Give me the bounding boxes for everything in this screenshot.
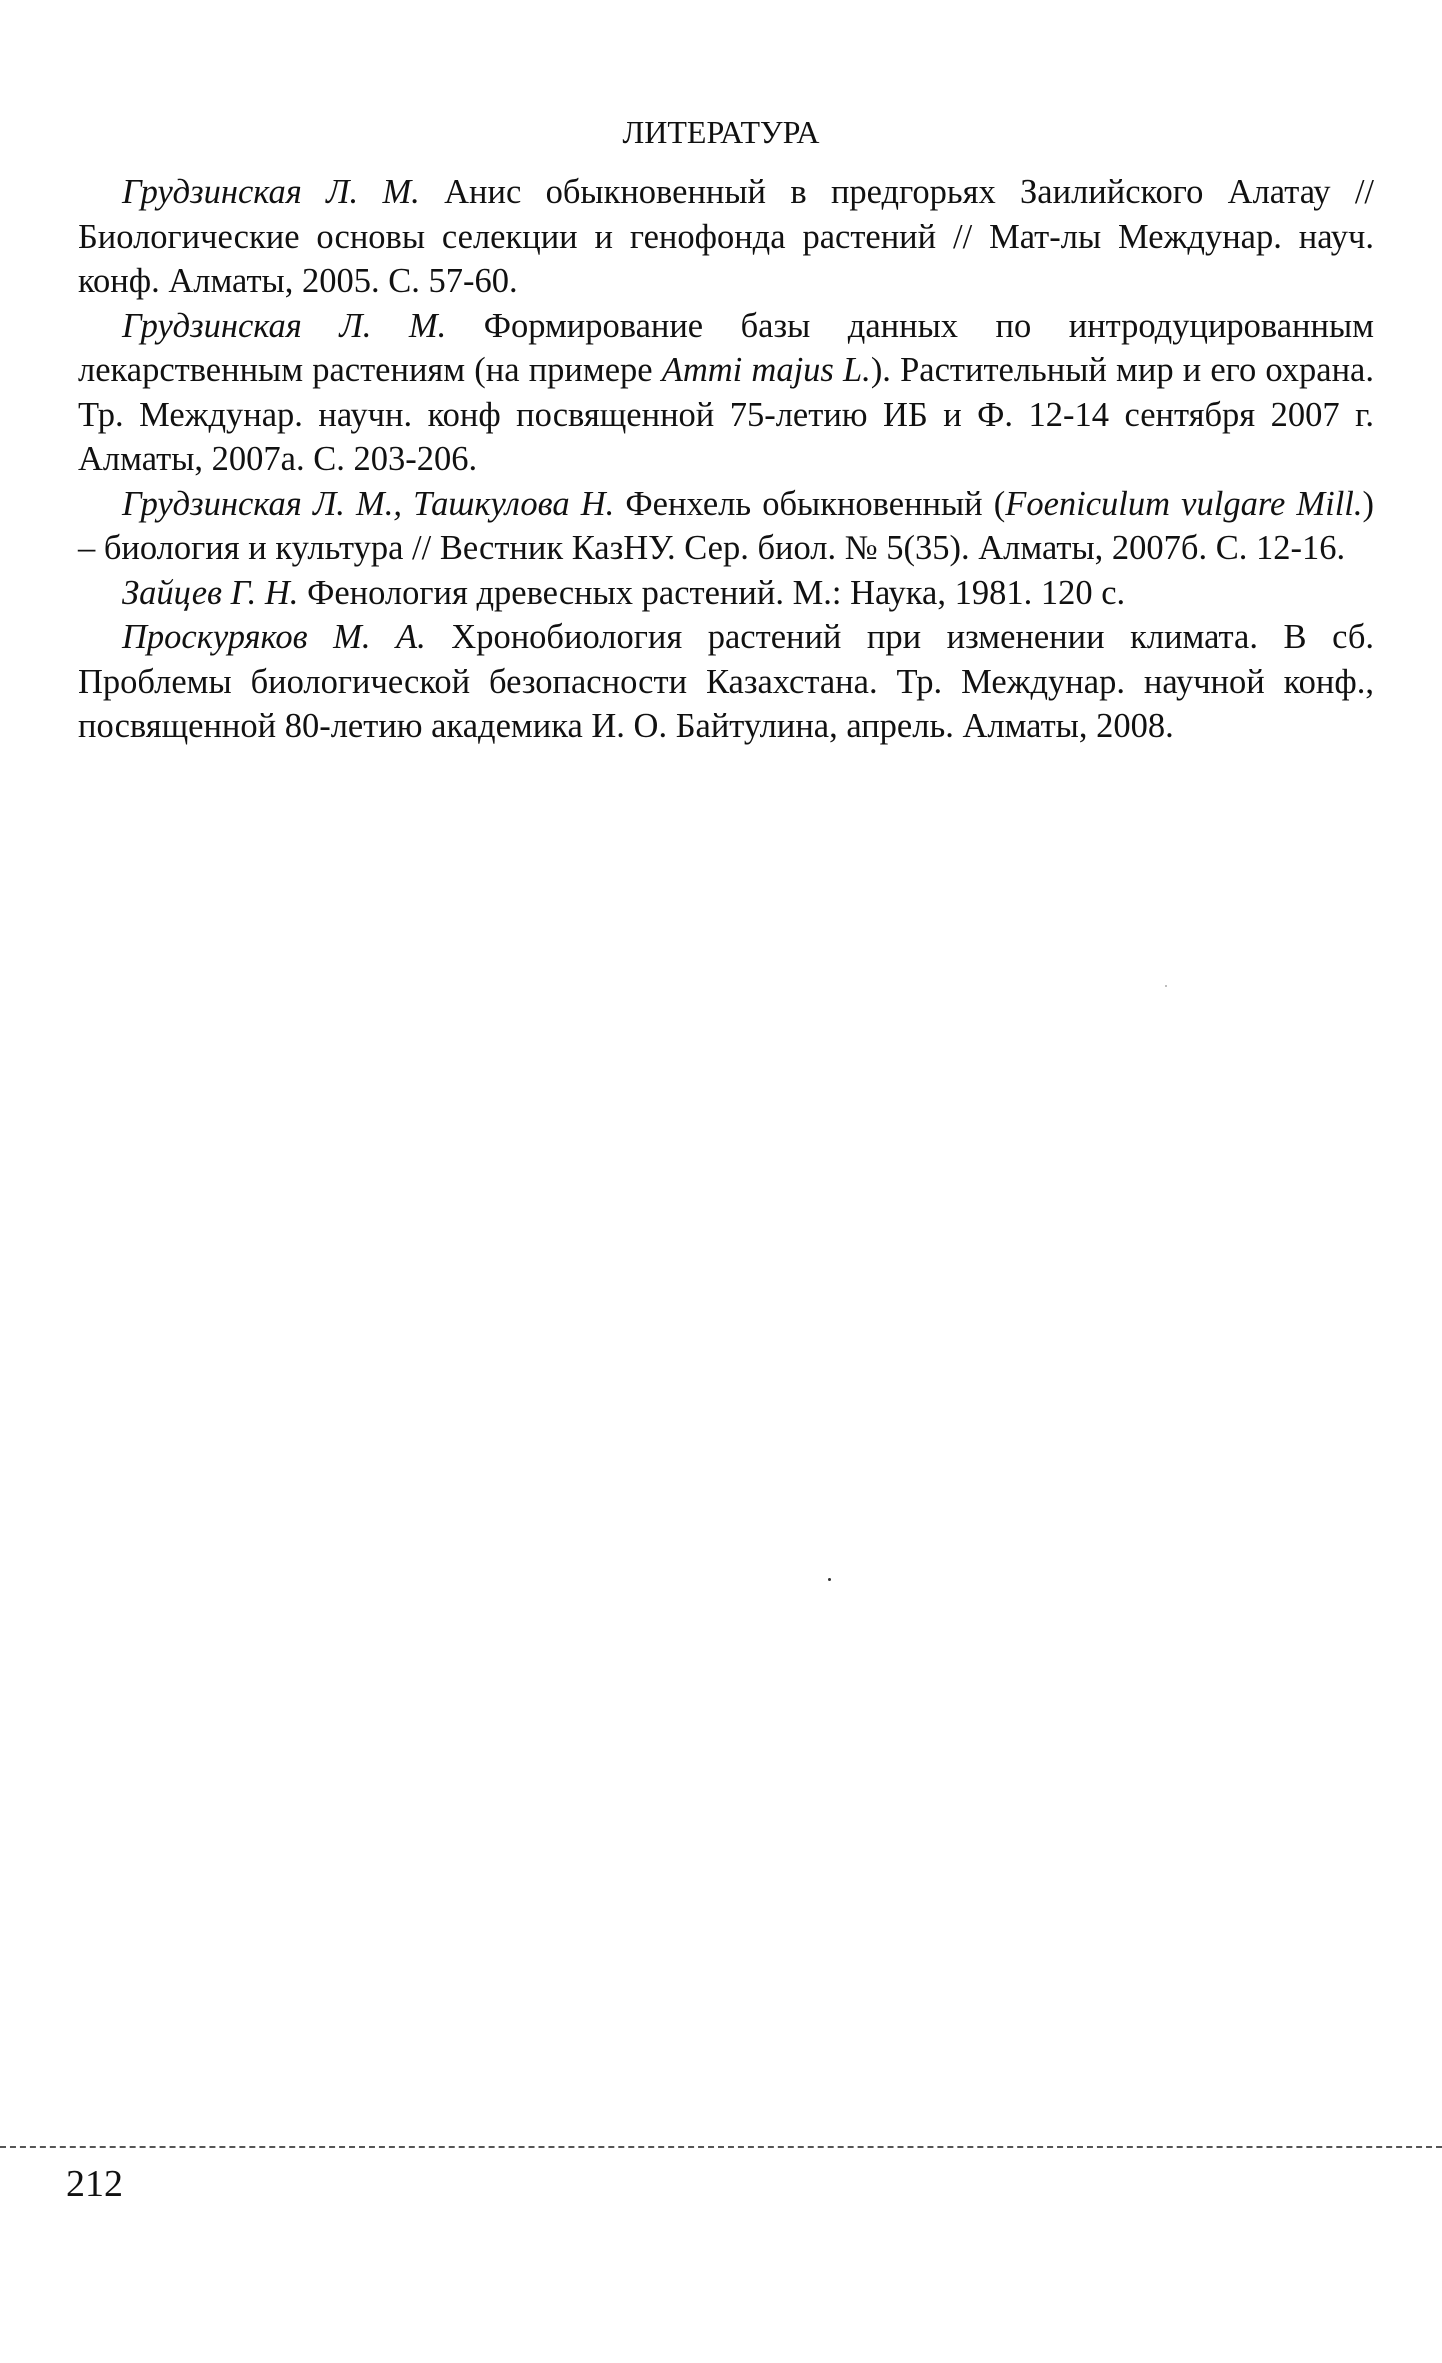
reference-text: ) – биология и культура // Вестник КазНУ. Сер. биол. № 5(35). Алматы, 2007б. С. 12-16.	[78, 484, 1375, 567]
reference-text: Фенология древесных растений. М.: Наука, 1981. 120 с.	[298, 573, 1126, 612]
reference-text: Фенхель обыкновенный (	[614, 484, 1006, 523]
reference-latin-name: Foeniculum vulgare Mill.	[1005, 484, 1363, 523]
reference-authors: Грудзинская Л. М.	[122, 173, 420, 211]
reference-item	[78, 615, 1374, 749]
reference-authors: Зайцев Г. Н.	[122, 573, 299, 612]
reference-text: Анис обыкновенный в предгорьях Заилийского Алатау // Биологические основы селекции и генофонда растений // Мат-лы Междунар. науч. конф. Алматы, 2005. С. 57-60.	[78, 173, 1374, 300]
reference-authors: Грудзинская Л. М., Ташкулова Н.	[122, 484, 615, 523]
reference-authors: Проскуряков М. А.	[122, 618, 426, 656]
footer-rule	[0, 2146, 1442, 2148]
reference-item	[78, 304, 1374, 482]
reference-latin-name: Ammi majus L.	[661, 351, 871, 389]
reference-item	[78, 170, 1374, 304]
scan-speck	[1165, 985, 1167, 987]
page-number: 212	[66, 2163, 123, 2205]
section-heading: ЛИТЕРАТУРА	[622, 114, 820, 150]
reference-text: Хронобиология растений при изменении климата. В сб. Проблемы биологической безопасности Казахстана. Тр. Междунар. научной конф., посвященной 80-летию академика И. О. Байтулина, апрель. Алматы, 2008.	[78, 618, 1375, 745]
reference-authors: Грудзинская Л. М.	[122, 306, 447, 345]
reference-text: ). Растительный мир и его охрана. Тр. Междунар. научн. конф посвященной 75-летию ИБ и Ф. 12-14 сентября 2007 г. Алматы, 2007а. С. 203-206.	[78, 351, 1374, 478]
reference-item	[78, 482, 1374, 571]
reference-text: Формирование базы данных по интродуцированным лекарственным растениям (на примере	[78, 306, 1374, 389]
reference-item	[78, 571, 1374, 616]
reference-list	[78, 170, 1374, 749]
scan-speck	[828, 1578, 831, 1581]
